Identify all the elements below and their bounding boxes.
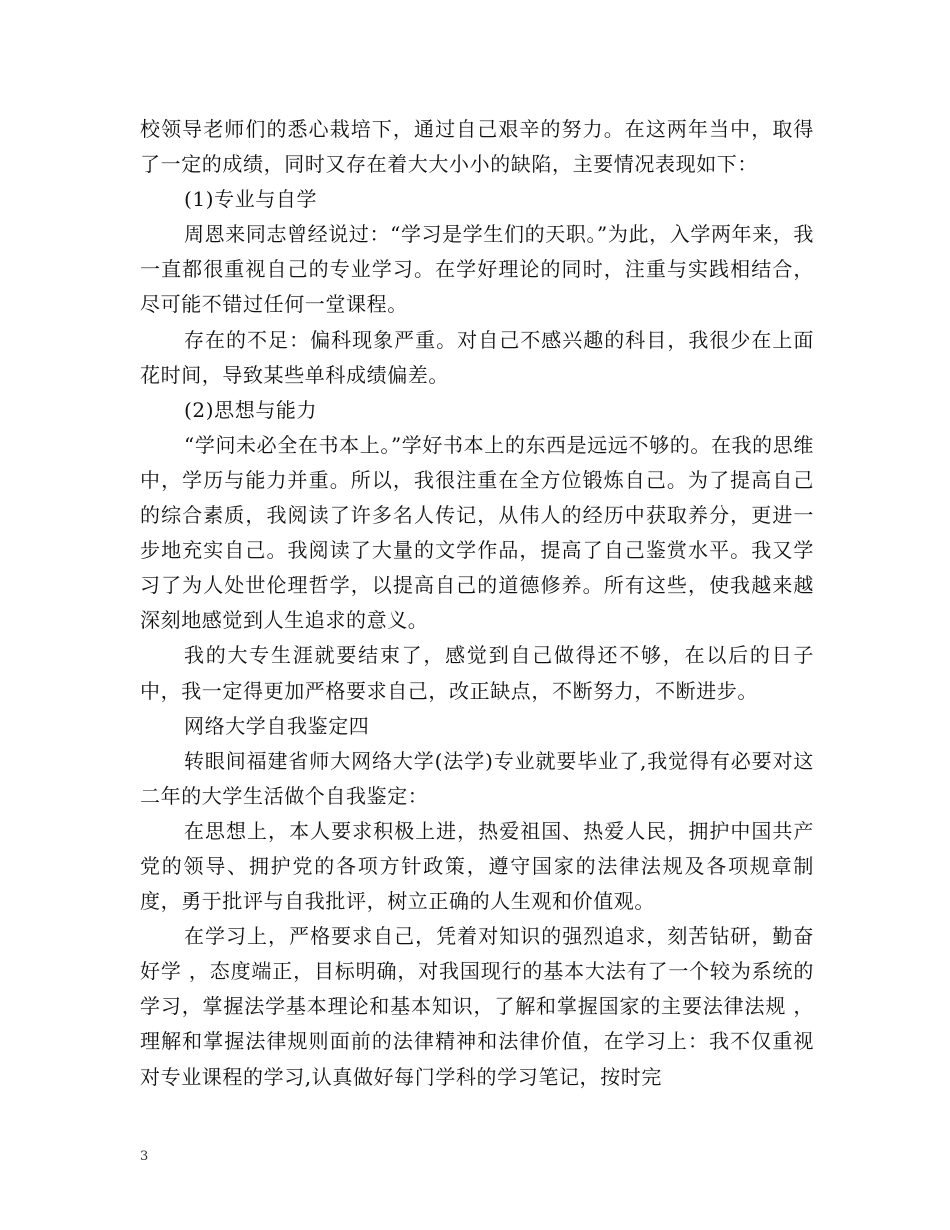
paragraph-continuation: 校领导老师们的悉心栽培下，通过自己艰辛的努力。在这两年当中，取得了一定的成绩，同时又存在着大大小小的缺陷，主要情况表现如下：	[140, 117, 814, 177]
section-heading-self-appraisal-four: 网络大学自我鉴定四	[184, 713, 370, 738]
section-heading-major-and-self-study: (1)专业与自学	[184, 187, 318, 212]
paragraph: 我的大专生涯就要结束了，感觉到自己做得还不够，在以后的日子中，我一定得更加严格要求自己，改正缺点，不断努力，不断进步。	[140, 643, 814, 703]
paragraph: 周恩来同志曾经说过：“学习是学生们的天职。”为此，入学两年来，我一直都很重视自己的专业学习。在学好理论的同时，注重与实践相结合，尽可能不错过任何一堂课程。	[140, 222, 814, 317]
paragraph: 存在的不足：偏科现象严重。对自己不感兴趣的科目，我很少在上面花时间，导致某些单科成绩偏差。	[140, 327, 814, 387]
paragraph: 在学习上，严格要求自己，凭着对知识的强烈追求，刻苦钻研，勤奋好学 ，态度端正，目标明确，对我国现行的基本大法有了一个较为系统的学习，掌握法学基本理论和基本知识，了解和掌握国家的主要法律法规 ， 理解和掌握法律规则面前的法律精神和法律价值，在学习上：我不仅重视对专业课程的学习,认真做好每门学科的学习笔记，按时完	[140, 924, 814, 1089]
page-number: 3	[140, 1149, 149, 1164]
body-text	[140, 112, 814, 1095]
paragraph: 转眼间福建省师大网络大学(法学)专业就要毕业了,我觉得有必要对这二年的大学生活做个自我鉴定：	[140, 748, 814, 808]
section-heading-thought-and-ability: (2)思想与能力	[184, 397, 318, 422]
paragraph: “学问未必全在书本上。”学好书本上的东西是远远不够的。在我的思维中，学历与能力并重。所以，我很注重在全方位锻炼自己。为了提高自己的综合素质，我阅读了许多名人传记，从伟人的经历中获取养分，更进一步地充实自己。我阅读了大量的文学作品，提高了自己鉴赏水平。我又学习了为人处世伦理哲学，以提高自己的道德修养。所有这些，使我越来越深刻地感觉到人生追求的意义。	[140, 432, 814, 633]
paragraph: 在思想上，本人要求积极上进，热爱祖国、热爱人民，拥护中国共产党的领导、拥护党的各项方针政策，遵守国家的法律法规及各项规章制度，勇于批评与自我批评，树立正确的人生观和价值观。	[140, 818, 814, 914]
